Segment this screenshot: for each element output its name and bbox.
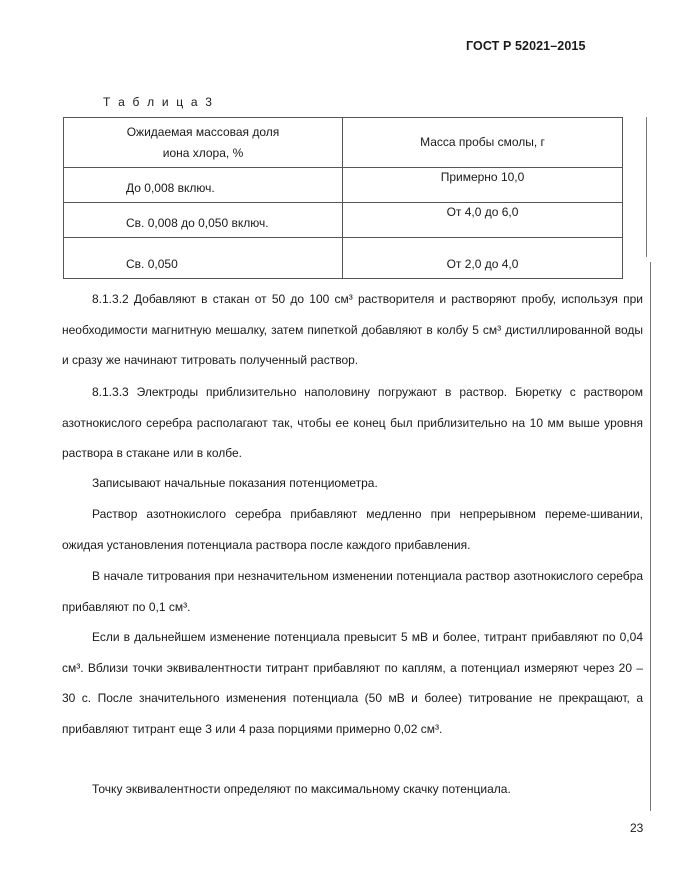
paragraph-initial-readings: Записывают начальные показания потенциометра.	[92, 476, 378, 490]
body-text	[62, 377, 643, 469]
paragraph-titrant-increment: Если в дальнейшем изменение потенциала превысит 5 мВ и более, титрант прибавляют по 0,04 см³. Вблизи точки эквивалентности титрант прибавляют по каплям, а потенциал измеряют через 20 – 30 с. После значительного изменения потенциала (50 мВ и более) титрование не прекращают, а прибавляют титрант еще 3 или 4 раза порциями примерно 0,02 см³.	[62, 630, 643, 736]
margin-line-upper	[646, 117, 647, 257]
body-text	[62, 622, 643, 744]
body-text	[62, 774, 643, 805]
paragraph-add-silver-nitrate: Раствор азотнокислого серебра прибавляют медленно при непрерывном переме-шивании, ожидая установления потенциала раствора после каждого прибавления.	[62, 507, 643, 552]
paragraph-equivalence-point: Точку эквивалентности определяют по максимальному скачку потенциала.	[92, 782, 511, 796]
body-text	[62, 561, 643, 622]
paragraph-8-1-3-3: 8.1.3.3 Электроды приблизительно наполовину погружают в раствор. Бюретку с раствором азотнокислого серебра располагают так, чтобы ее конец был приблизительно на 10 мм выше уровня раствора в стакане или в колбе.	[62, 385, 643, 460]
body-text	[62, 468, 643, 499]
page-number: 23	[630, 821, 644, 835]
table-row	[64, 238, 623, 279]
body-text	[62, 284, 643, 376]
cell-chlorine: Св. 0,050	[64, 238, 343, 279]
document-header: ГОСТ Р 52021–2015	[466, 39, 586, 53]
paragraph-titration-start: В начале титрования при незначительном изменении потенциала раствор азотнокислого серебра прибавляют по 0,1 см³.	[62, 569, 643, 614]
body-text	[62, 499, 643, 560]
header-chlorine-line2: иона хлора, %	[162, 145, 244, 160]
table-header-row	[64, 118, 623, 168]
cell-mass: От 2,0 до 4,0	[343, 238, 623, 279]
cell-mass: Примерно 10,0	[343, 168, 623, 203]
header-chlorine-line1: Ожидаемая массовая доля	[126, 124, 280, 139]
cell-chlorine: До 0,008 включ.	[64, 168, 343, 203]
margin-line-lower	[650, 262, 651, 811]
paragraph-8-1-3-2: 8.1.3.2 Добавляют в стакан от 50 до 100 см³ растворителя и растворяют пробу, используя при необходимости магнитную мешалку, затем пипеткой добавляют в колбу 5 см³ дистиллированной воды и сразу же начинают титровать полученный раствор.	[62, 292, 643, 367]
table-row	[64, 203, 623, 238]
cell-chlorine: Св. 0,008 до 0,050 включ.	[64, 203, 343, 238]
table-row	[64, 168, 623, 203]
cell-mass: От 4,0 до 6,0	[343, 203, 623, 238]
header-sample-mass: Масса пробы смолы, г	[343, 118, 623, 168]
table-caption: Т а б л и ц а 3	[103, 95, 215, 109]
sample-mass-table	[63, 117, 623, 279]
header-chlorine-fraction	[64, 118, 343, 168]
